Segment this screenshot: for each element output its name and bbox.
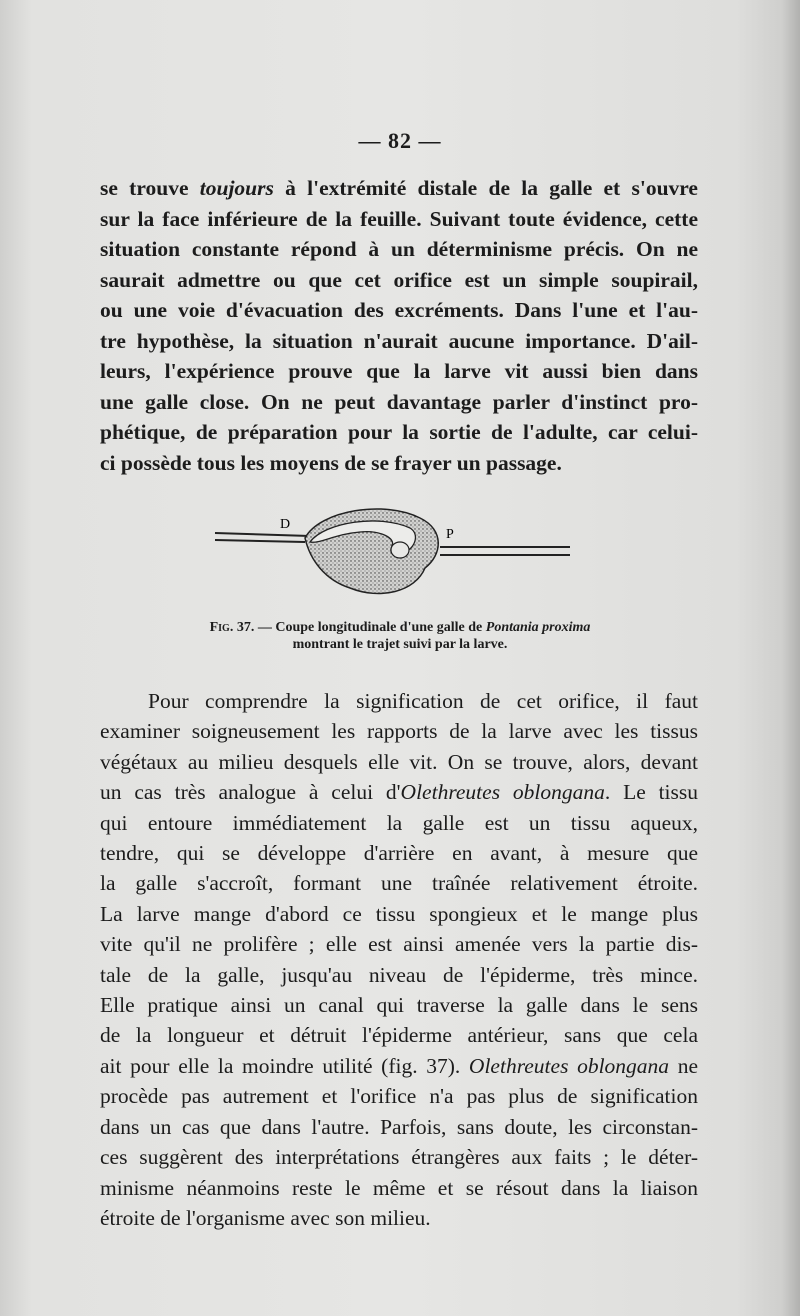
text-segment: ne: [669, 1053, 699, 1078]
figure-37-gall-section: [210, 500, 580, 610]
text-line: [100, 387, 698, 418]
text-line: [100, 686, 698, 716]
paragraph-2: [100, 686, 698, 1233]
label-d: D: [280, 517, 291, 532]
text-line: [100, 204, 698, 235]
caption-text-b: montrant le trajet suivi par la larve.: [292, 637, 508, 652]
text-line: [100, 960, 698, 990]
text-line: [100, 1051, 698, 1081]
text-segment: ci possède tous les moyens de se frayer un passage.: [100, 450, 562, 475]
text-line: [100, 234, 698, 265]
text-segment: La larve mange d'abord ce tissu spongieux et le mange plus: [100, 901, 698, 926]
text-line: [100, 1020, 698, 1050]
caption-text-a: — Coupe longitudinale d'une galle de: [254, 620, 486, 635]
leaf-lower-line-left: [215, 540, 305, 542]
figure-number: Fig. 37.: [209, 620, 255, 635]
text-segment: une galle close. On ne peut davantage parler d'instinct pro-: [100, 389, 698, 414]
page-edge-shadow: [782, 0, 800, 1316]
text-segment: situation constante répond à un déterminisme précis. On ne: [100, 237, 698, 261]
text-segment: phétique, de préparation pour la sortie de l'adulte, car celui-: [100, 420, 698, 444]
text-line: [100, 899, 698, 929]
text-line: [100, 417, 698, 448]
text-segment: se trouve: [100, 176, 200, 200]
text-segment: vite qu'il ne prolifère ; elle est ainsi amenée vers la partie dis-: [100, 932, 698, 957]
text-segment: minisme néanmoins reste le même et se résout dans la liaison: [100, 1175, 698, 1200]
text-line: [100, 265, 698, 296]
text-line: [100, 929, 698, 959]
text-line: [100, 173, 698, 204]
label-p: P: [446, 527, 454, 542]
text-segment: leurs, l'expérience prouve que la larve vit aussi bien dans: [100, 359, 698, 383]
italic-term: Olethreutes oblongana: [400, 780, 605, 805]
text-segment: tendre, qui se développe d'arrière en avant, à mesure que: [100, 841, 698, 866]
text-line: [100, 716, 698, 746]
text-segment: Pour comprendre la signification de cet orifice, il faut: [148, 689, 698, 713]
text-segment: sur la face inférieure de la feuille. Suivant toute évidence, cette: [100, 206, 698, 231]
text-segment: qui entoure immédiatement la galle est un tissu aqueux,: [100, 810, 698, 835]
caption-species: Pontania proxima: [485, 620, 591, 635]
text-line: [100, 777, 698, 807]
text-line: [100, 295, 698, 326]
page-number: — 82 —: [358, 128, 442, 153]
gall-diagram: [210, 500, 580, 610]
text-segment: étroite de l'organisme avec son milieu.: [100, 1205, 431, 1230]
text-line: [100, 1173, 698, 1203]
text-segment: dans un cas que dans l'autre. Parfois, sans doute, les circonstan-: [100, 1114, 698, 1139]
text-line: [100, 838, 698, 868]
text-line: [100, 868, 698, 898]
text-line: [100, 1142, 698, 1172]
text-segment: végétaux au milieu desquels elle vit. On se trouve, alors, devant: [100, 749, 698, 774]
text-segment: la galle s'accroît, formant une traînée relativement étroite.: [100, 871, 698, 896]
text-segment: à l'extrémité distale de la galle et s'ouvre: [273, 176, 698, 200]
text-segment: ait pour elle la moindre utilité (fig. 37).: [100, 1053, 469, 1078]
text-segment: Elle pratique ainsi un canal qui traverse la galle dans le sens: [100, 993, 698, 1018]
text-line: [100, 990, 698, 1020]
text-line: [100, 1203, 698, 1233]
text-segment: un cas très analogue à celui d': [100, 780, 401, 805]
text-segment: . Le tissu: [604, 780, 699, 805]
larva-chamber: [391, 542, 409, 558]
text-line: [100, 808, 698, 838]
figure-caption: [150, 619, 650, 653]
text-segment: tre hypothèse, la situation n'aurait aucune importance. D'ail-: [100, 328, 698, 353]
text-segment: tale de la galle, jusqu'au niveau de l'épiderme, très mince.: [100, 962, 698, 987]
paragraph-1: [100, 173, 698, 478]
text-segment: saurait admettre ou que cet orifice est un simple soupirail,: [100, 267, 698, 292]
text-line: [100, 747, 698, 777]
text-segment: ces suggèrent des interprétations étrangères aux faits ; le déter-: [100, 1145, 698, 1170]
italic-term: toujours: [199, 176, 274, 200]
text-segment: procède pas autrement et l'orifice n'a pas plus de signification: [100, 1084, 698, 1109]
text-line: [100, 326, 698, 357]
italic-term: Olethreutes oblongana: [468, 1053, 670, 1078]
text-line: [100, 1112, 698, 1142]
text-segment: examiner soigneusement les rapports de la larve avec les tissus: [100, 719, 698, 744]
text-line: [100, 448, 698, 479]
text-segment: de la longueur et détruit l'épiderme antérieur, sans que cela: [100, 1023, 698, 1048]
text-segment: ou une voie d'évacuation des excréments. Dans l'une et l'au-: [100, 298, 698, 322]
text-line: [100, 356, 698, 387]
text-line: [100, 1081, 698, 1111]
leaf-upper-line-left: [215, 533, 310, 536]
